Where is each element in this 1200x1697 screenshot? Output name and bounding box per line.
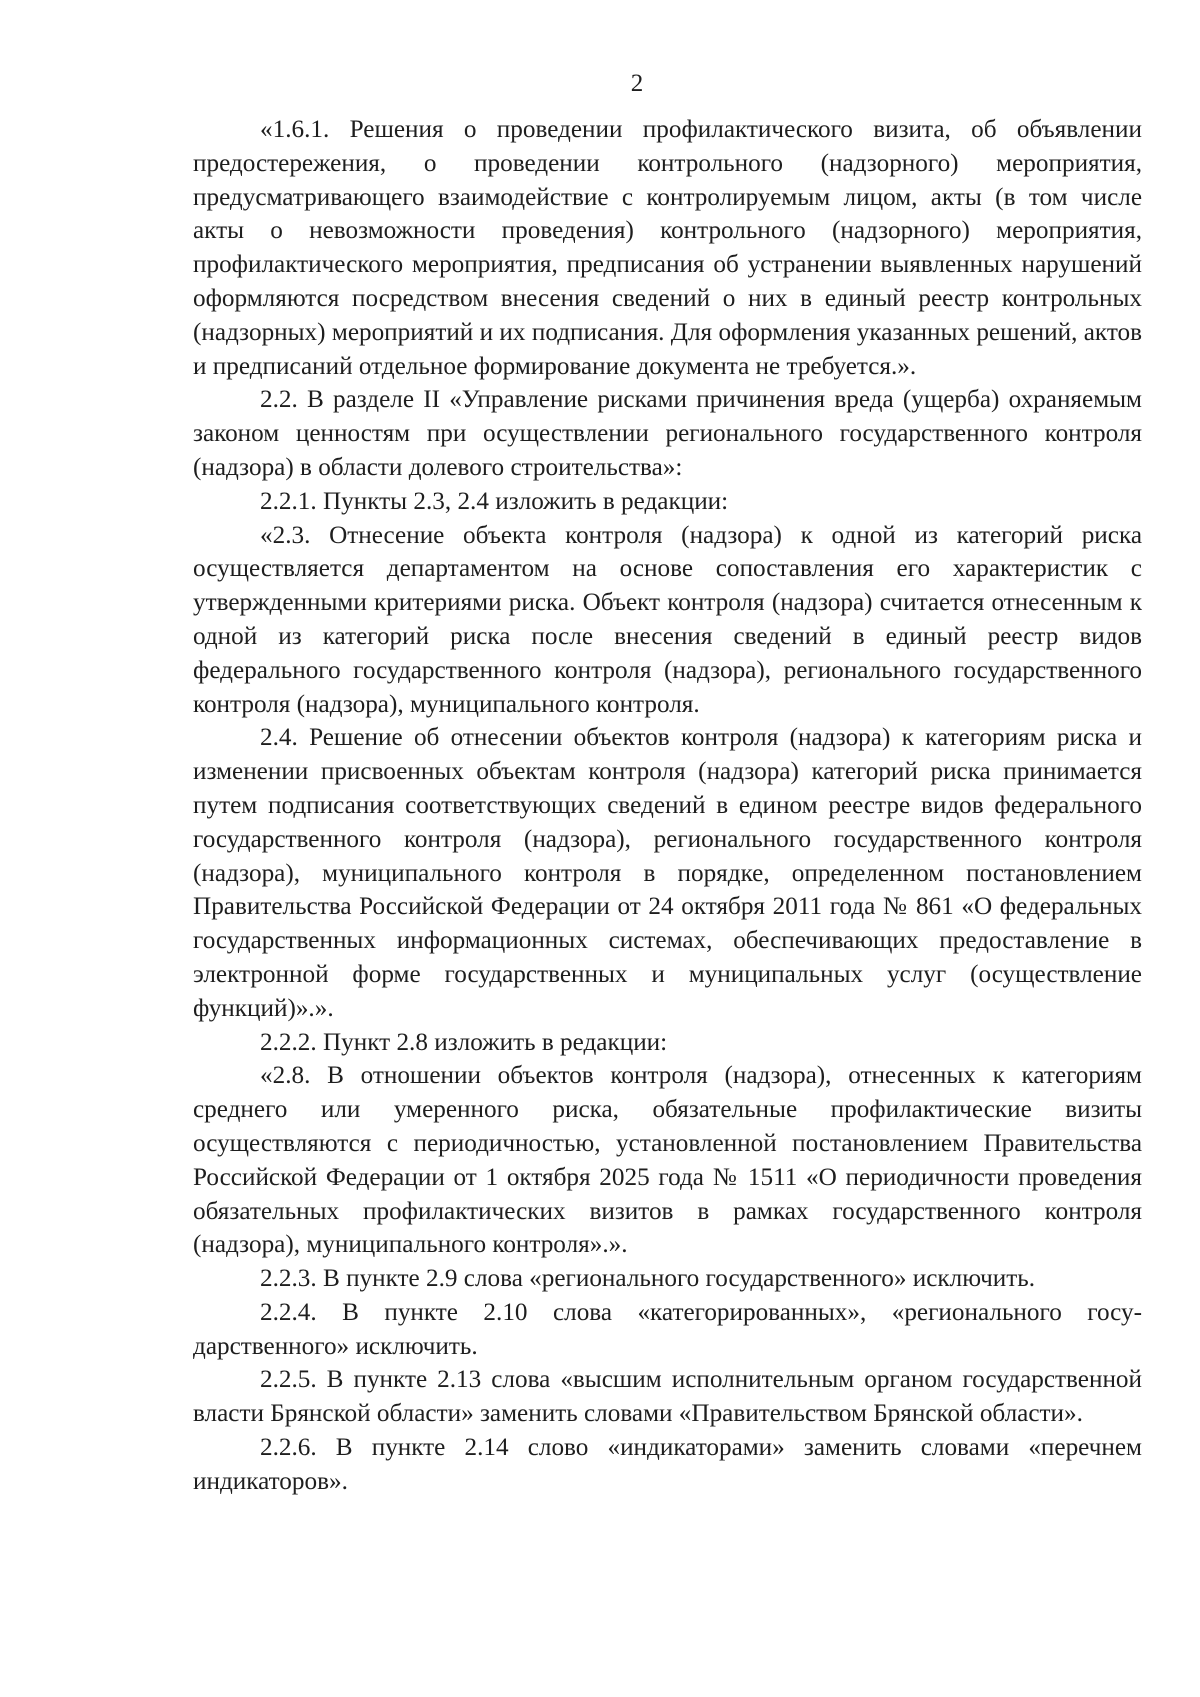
paragraph-2-2-1: 2.2.1. Пункты 2.3, 2.4 изложить в редакции: (260, 487, 729, 515)
paragraph-2-8: «2.8. В отношении объектов контроля (надзора), отнесенных к категориям среднего или умеренного риска, обязательные профилактические визиты осуществляются с периодичностью, установленной постановлением Правительства Российской Федерации от 1 октября 2025 года № 1511 «О периодичности проведения обязательных профилактических визитов в рамках государственного контроля (надзора), муниципального контроля».». (193, 1062, 1142, 1259)
paragraph-2-2-5: 2.2.5. В пункте 2.13 слова «высшим исполнительным органом государственной власти Брянской области» заменить словами «Правительством Брянской области». (193, 1366, 1142, 1428)
paragraph-2-2-2: 2.2.2. Пункт 2.8 изложить в редакции: (260, 1028, 668, 1056)
paragraph-2-2-3: 2.2.3. В пункте 2.9 слова «регионального государственного» исключить. (260, 1265, 1036, 1293)
page-number: 2 (630, 70, 644, 97)
paragraph-2-2: 2.2. В разделе II «Управление рисками причинения вреда (ущерба) охраняемым законом ценностям при осуществлении регионального государственного контроля (надзора) в области долевого строительства»: (193, 386, 1142, 481)
paragraph-2-2-6: 2.2.6. В пункте 2.14 слово «индикаторами» заменить словами «перечнем индикаторов». (193, 1434, 1142, 1495)
paragraph-2-3: «2.3. Отнесение объекта контроля (надзора) к одной из категорий риска осуществляется департаментом на основе сопоставления его характеристик с утвержденными критериями риска. Объект контроля (надзора) считается отнесенным к одной из категорий риска после внесения сведений в единый реестр видов федерального государственного контроля (надзора), регионального государственного контроля (надзора), муниципального контроля. (193, 521, 1142, 718)
paragraph-1-6-1: «1.6.1. Решения о проведении профилактического визита, об объявлении предостережения, о проведении контрольного (надзорного) мероприятия, предусматривающего взаимодействие с контролируемым лицом, акты (в том числе акты о невозможности проведения) контрольного (надзорного) мероприятия, профилактического мероприятия, предписания об устранении выявленных нарушений оформляются посредством внесения сведений о них в единый реестр контрольных (надзорных) мероприятий и их подписания. Для оформления указанных решений, актов и предписаний отдельное формирование документа не требуется.». (193, 116, 1142, 380)
document-body (193, 113, 1142, 1499)
paragraph-2-4: 2.4. Решение об отнесении объектов контроля (надзора) к категориям риска и изменении присвоенных объектам контроля (надзора) категорий риска принимается путем подписания соответствующих сведений в едином реестре видов федерального государственного контроля (надзора), регионального государственного контроля (надзора), муниципального контроля в порядке, определенном постановлением Правительства Российской Федерации от 24 октября 2011 года № 861 «О федеральных государственных информационных системах, обеспечивающих предоставление в электронной форме государственных и муниципальных услуг (осуществление функций)».». (193, 724, 1142, 1022)
paragraph-2-2-4: 2.2.4. В пункте 2.10 слова «категорированных», «регионального государственного» исключить. (193, 1298, 1142, 1360)
